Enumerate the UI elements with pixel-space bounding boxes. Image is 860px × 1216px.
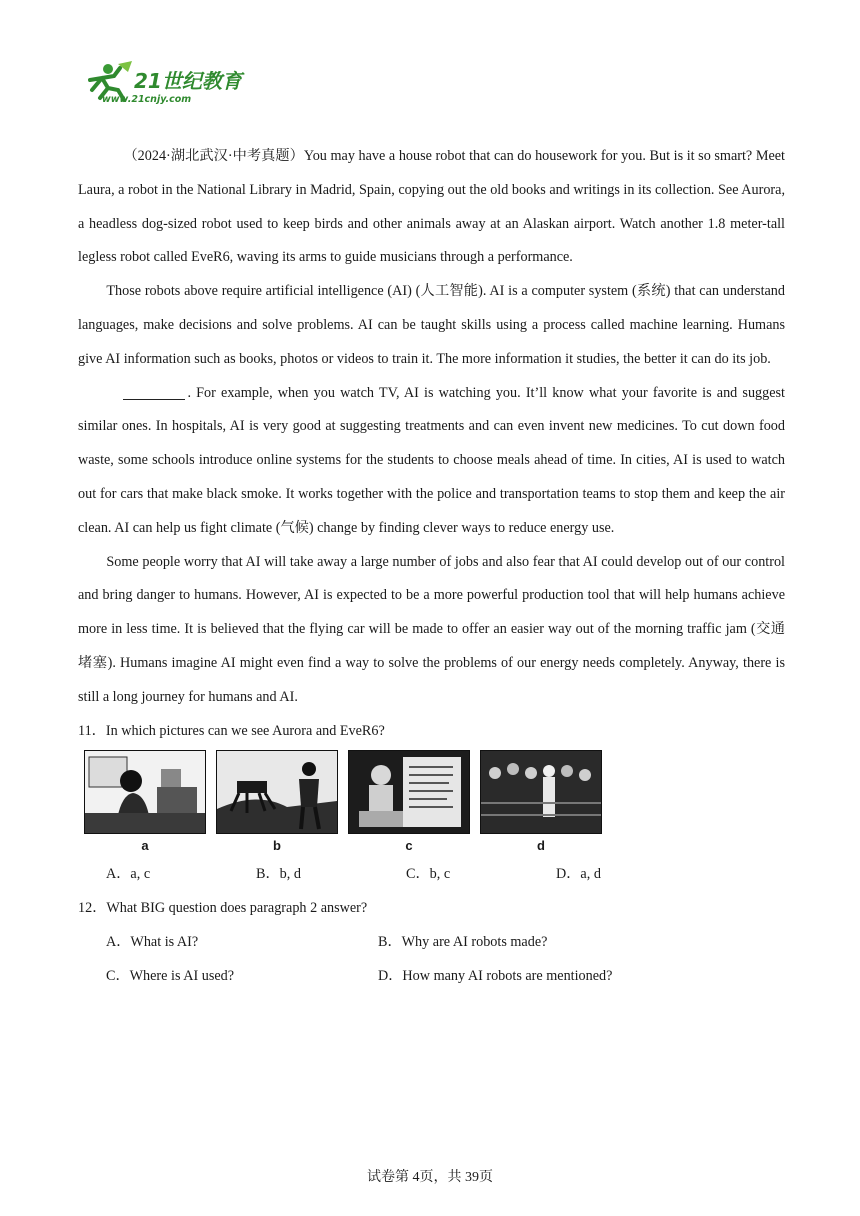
picture-c-image bbox=[349, 751, 469, 833]
passage-paragraph-3: . For example, when you watch TV, AI is watching you. It’ll know what your favorite is and suggest similar ones. In hospitals, AI is very good at suggesting treatments and can even invent new medicines. To cut down food waste, some schools introduce online systems for the students to choose meals ahead of time. In cities, AI is used to watch out for cars that make black smoke. It works together with the police and transportation teams to stop them and keep the air clean. AI can help us fight climate (气候) change by finding clever ways to reduce energy use. bbox=[78, 384, 785, 536]
logo-text: 21世纪教育 bbox=[134, 69, 242, 93]
question-11-pictures bbox=[84, 750, 785, 858]
picture-a-image bbox=[85, 751, 205, 833]
picture-d bbox=[480, 750, 602, 858]
passage-paragraph-4: Some people worry that AI will take away a large number of jobs and also fear that AI could develop out of our control and bring danger to humans. However, AI is expected to be a more powerful production tool that will help humans achieve more in less time. It is believed that the flying car will be made to offer an easier way out of the morning traffic jam (交通堵塞). Humans imagine AI might even find a way to solve the problems of our energy needs completely. Anyway, there is still a long journey for humans and AI. bbox=[78, 553, 785, 705]
passage-paragraph-2: Those robots above require artificial intelligence (AI) (人工智能). AI is a computer system (系统) that can understand languages, make decisions and solve problems. AI can be taught skills using a process called machine learning. Humans give AI information such as books, photos or videos to train it. The more information it studies, the better it can do its job. bbox=[78, 283, 785, 367]
option-b[interactable]: B．b, d bbox=[256, 866, 301, 883]
question-11-options bbox=[78, 858, 785, 892]
logo-url: www.21cnjy.com bbox=[102, 94, 192, 105]
picture-d-label: d bbox=[537, 838, 545, 854]
option-a[interactable]: A．a, c bbox=[106, 866, 151, 883]
site-logo bbox=[78, 60, 248, 106]
answer-blank[interactable] bbox=[123, 384, 185, 399]
picture-a bbox=[84, 750, 206, 858]
picture-b bbox=[216, 750, 338, 858]
exam-content bbox=[78, 140, 785, 994]
picture-c bbox=[348, 750, 470, 858]
picture-b-label: b bbox=[273, 838, 281, 854]
option-c[interactable]: C．Where is AI used? bbox=[106, 967, 235, 984]
passage-source: （2024·湖北武汉·中考真题） bbox=[123, 148, 304, 164]
picture-c-label: c bbox=[405, 838, 413, 854]
picture-a-label: a bbox=[141, 838, 149, 854]
option-b[interactable]: B．Why are AI robots made? bbox=[378, 933, 548, 950]
option-c[interactable]: C．b, c bbox=[406, 866, 451, 883]
option-a[interactable]: A．What is AI? bbox=[106, 933, 199, 950]
page-footer: 试卷第 4页，共 39页 bbox=[367, 1170, 493, 1185]
picture-b-image bbox=[217, 751, 337, 833]
option-d[interactable]: D．a, d bbox=[556, 866, 601, 883]
option-d[interactable]: D．How many AI robots are mentioned? bbox=[378, 967, 613, 984]
passage-paragraph-1: （2024·湖北武汉·中考真题）You may have a house robot that can do housework for you. But is it so smart? Meet Laura, a robot in the National Library in Madrid, Spain, copying out the old books and writings in its collection. See Aurora, a headless dog-sized robot used to keep birds and other animals away at an Alaskan airport. Watch another 1.8 meter-tall legless robot called EveR6, waving its arms to guide musicians through a performance. bbox=[78, 148, 785, 266]
question-12-options bbox=[78, 926, 785, 994]
question-11-stem: 11．In which pictures can we see Aurora and EveR6? bbox=[78, 722, 385, 739]
question-12-stem: 12．What BIG question does paragraph 2 answer? bbox=[78, 900, 368, 917]
picture-d-image bbox=[481, 751, 601, 833]
